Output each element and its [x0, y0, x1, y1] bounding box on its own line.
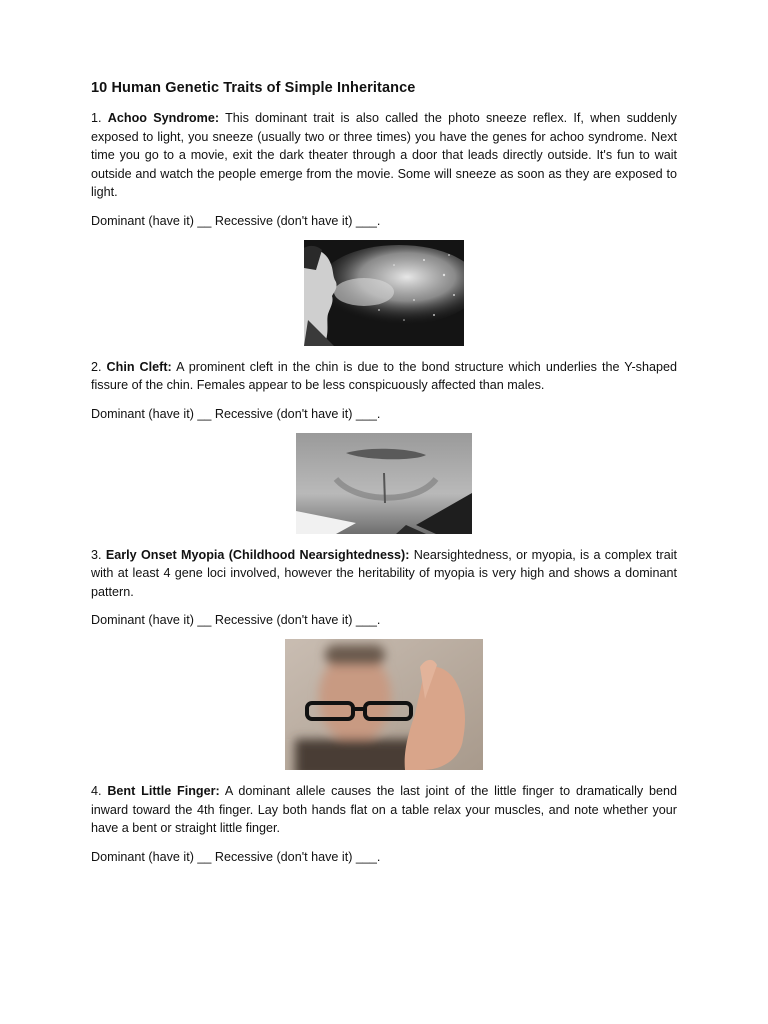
page-title: 10 Human Genetic Traits of Simple Inheritance	[91, 80, 416, 96]
trait-description: This dominant trait is also called the photo sneeze reflex. If, when suddenly exposed to light, you sneeze (usually two or three times) you have the genes for achoo syndrome. Next time you go to a movie, exit the dark theater through a door that leads directly outside. It's fun to wait outside and watch the people emerge from the movie. Some will sneeze as soon as they are exposed to light.	[91, 111, 677, 199]
trait-name: Achoo Syndrome:	[107, 111, 220, 125]
answer-line: Dominant (have it) __ Recessive (don't have it) ___.	[91, 406, 381, 421]
trait-number: 3.	[91, 547, 102, 562]
trait-name: Chin Cleft:	[106, 359, 172, 374]
answer-line: Dominant (have it) __ Recessive (don't have it) ___.	[91, 849, 381, 864]
answer-line: Dominant (have it) __ Recessive (don't have it) ___.	[91, 613, 381, 627]
document-content	[91, 80, 677, 866]
chin-cleft-photo	[296, 433, 472, 534]
trait-description: Nearsightedness, or myopia, is a complex trait with at least 4 gene loci involved, however the heritability of myopia is very high and shows a dominant pattern.	[91, 547, 678, 599]
eyeglasses-photo	[285, 639, 483, 770]
answer-line: Dominant (have it) __ Recessive (don't have it) ___.	[91, 213, 381, 228]
trait-paragraph	[91, 358, 677, 395]
trait-number: 4.	[91, 784, 102, 798]
trait-paragraph	[91, 782, 677, 838]
trait-name: Bent Little Finger:	[107, 784, 220, 798]
trait-name: Early Onset Myopia (Childhood Nearsightedness):	[105, 547, 410, 562]
trait-number: 1.	[91, 111, 102, 125]
trait-description: A prominent cleft in the chin is due to the bond structure which underlies the Y-shaped fissure of the chin. Females appear to be less conspicuously affected than males.	[91, 359, 677, 392]
trait-paragraph	[91, 109, 677, 202]
sneeze-photo	[304, 240, 464, 346]
figure-glasses	[91, 629, 677, 770]
trait-paragraph	[91, 546, 677, 602]
trait-description: A dominant allele causes the last joint of the little finger to dramatically bend inward toward the 4th finger. Lay both hands flat on a table relax your muscles, and note whether your have a bent or straight little finger.	[91, 784, 677, 835]
trait-number: 2.	[91, 359, 102, 374]
figure-sneeze	[91, 230, 677, 346]
figure-chin	[91, 423, 677, 534]
